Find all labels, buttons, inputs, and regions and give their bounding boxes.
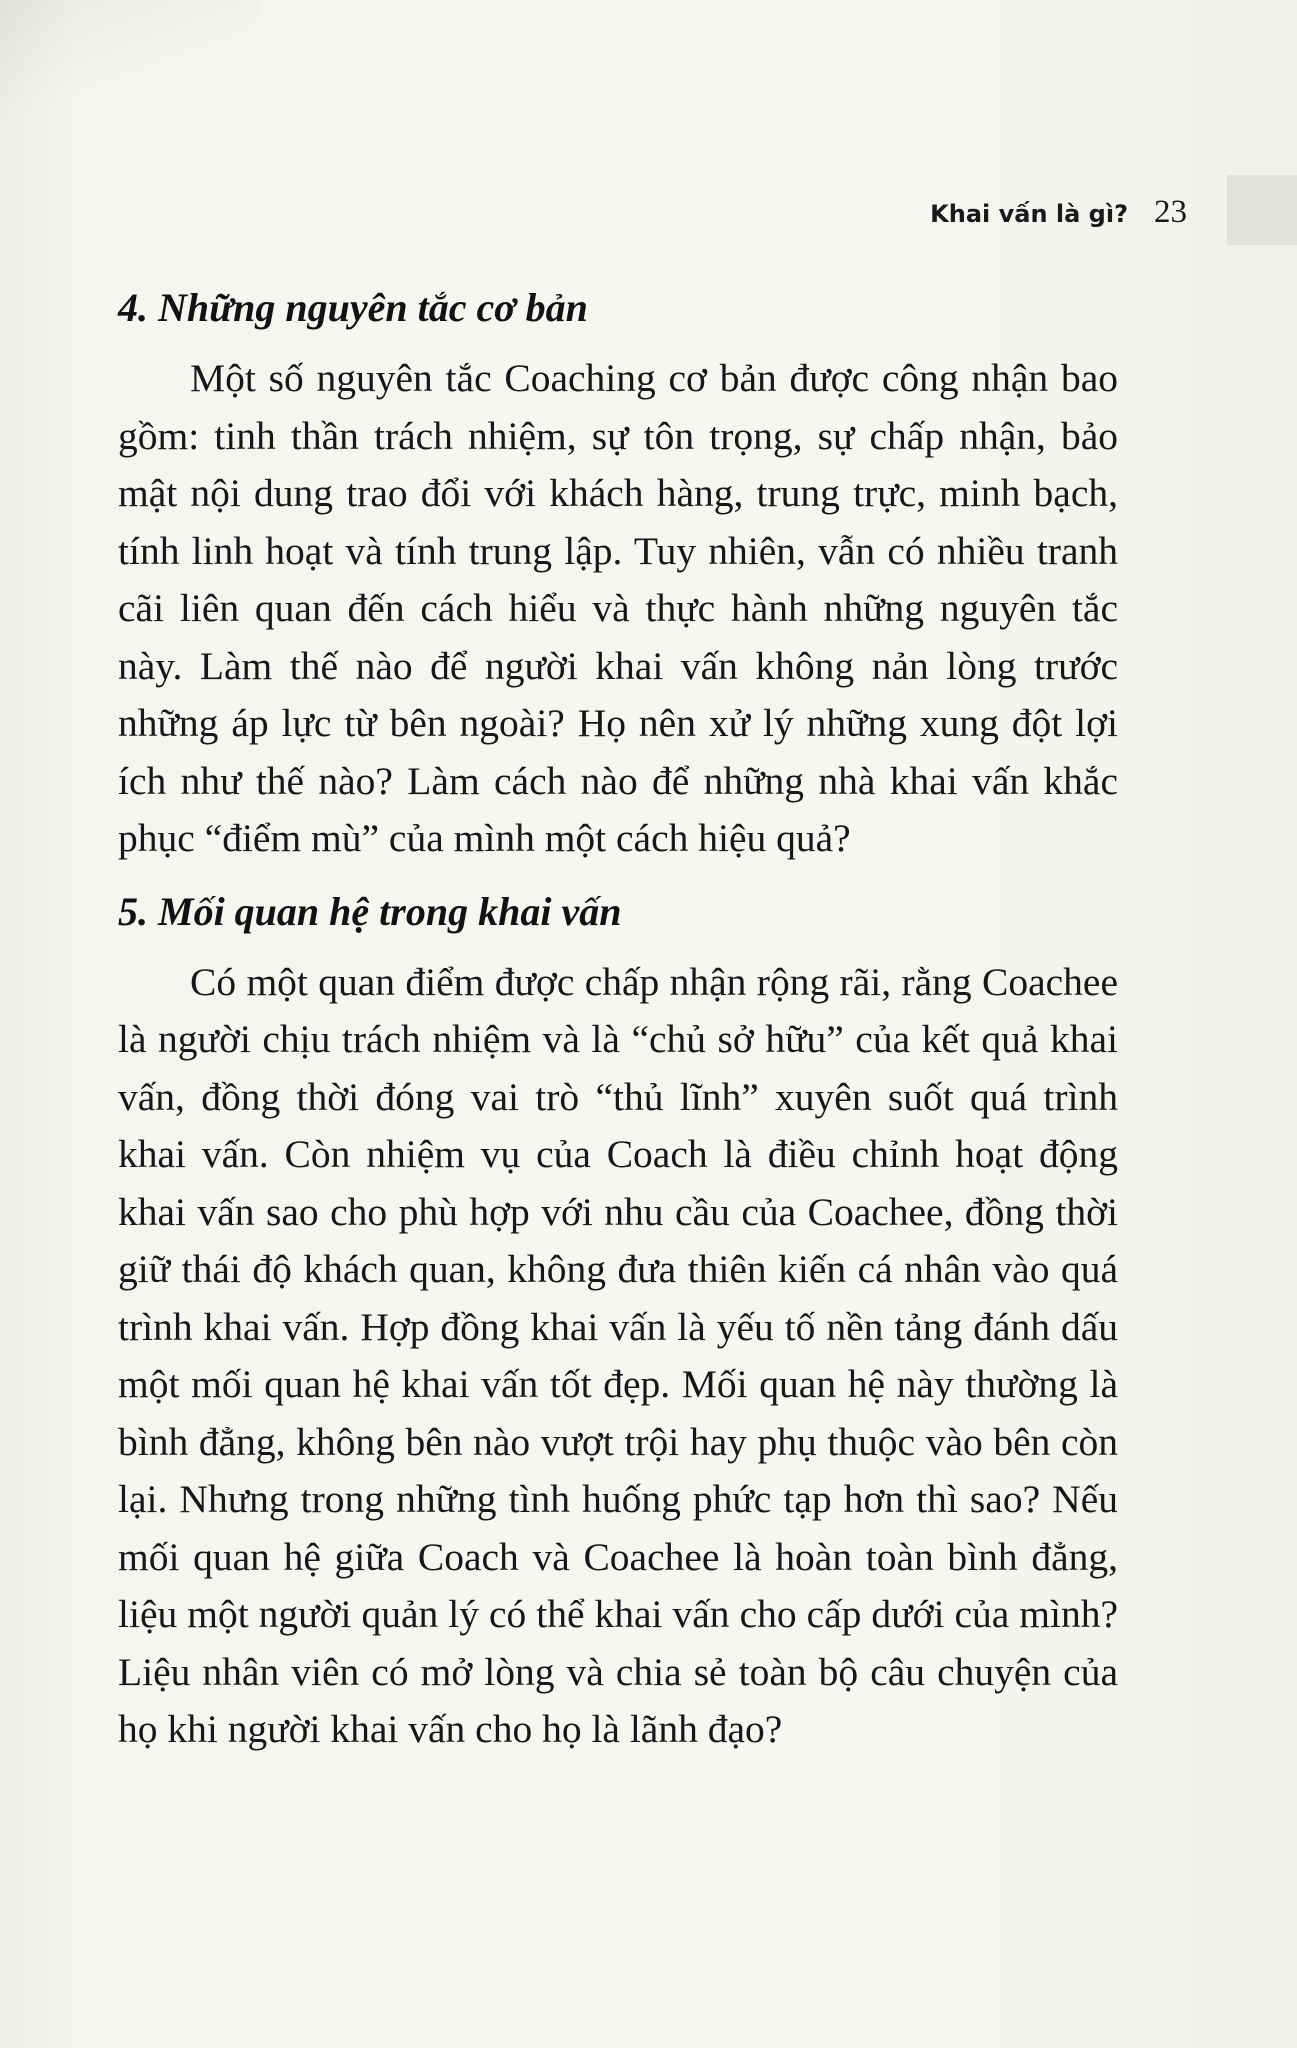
running-header xyxy=(930,194,1187,231)
page-content xyxy=(118,280,1118,1759)
page-number: 23 xyxy=(1154,194,1187,230)
page-edge-tab xyxy=(1227,175,1297,245)
section-paragraph-principles: Một số nguyên tắc Coaching cơ bản được công nhận bao gồm: tinh thần trách nhiệm, sự tôn trọng, sự chấp nhận, bảo mật nội dung trao đổi với khách hàng, trung trực, minh bạch, tính linh hoạt và tính trung lập. Tuy nhiên, vẫn có nhiều tranh cãi liên quan đến cách hiểu và thực hành những nguyên tắc này. Làm thế nào để người khai vấn không nản lòng trước những áp lực từ bên ngoài? Họ nên xử lý những xung đột lợi ích như thế nào? Làm cách nào để những nhà khai vấn khắc phục “điểm mù” của mình một cách hiệu quả? xyxy=(118,356,1118,860)
section-heading-relationship: 5. Mối quan hệ trong khai vấn xyxy=(118,888,622,934)
page-corner-shadow xyxy=(0,0,260,120)
running-title: Khai vấn là gì? xyxy=(930,200,1128,228)
section-heading-principles: 4. Những nguyên tắc cơ bản xyxy=(118,285,588,330)
section-paragraph-relationship: Có một quan điểm được chấp nhận rộng rãi, rằng Coachee là người chịu trách nhiệm và là “chủ sở hữu” của kết quả khai vấn, đồng thời đóng vai trò “thủ lĩnh” xuyên suốt quá trình khai vấn. Còn nhiệm vụ của Coach là điều chỉnh hoạt động khai vấn sao cho phù hợp với nhu cầu của Coachee, đồng thời giữ thái độ khách quan, không đưa thiên kiến cá nhân vào quá trình khai vấn. Hợp đồng khai vấn là yếu tố nền tảng đánh dấu một mối quan hệ khai vấn tốt đẹp. Mối quan hệ này thường là bình đẳng, không bên nào vượt trội hay phụ thuộc vào bên còn lại. Nhưng trong những tình huống phức tạp hơn thì sao? Nếu mối quan hệ giữa Coach và Coachee là hoàn toàn bình đẳng, liệu một người quản lý có thể khai vấn cho cấp dưới của mình? Liệu nhân viên có mở lòng và chia sẻ toàn bộ câu chuyện của họ khi người khai vấn cho họ là lãnh đạo? xyxy=(118,959,1118,1751)
